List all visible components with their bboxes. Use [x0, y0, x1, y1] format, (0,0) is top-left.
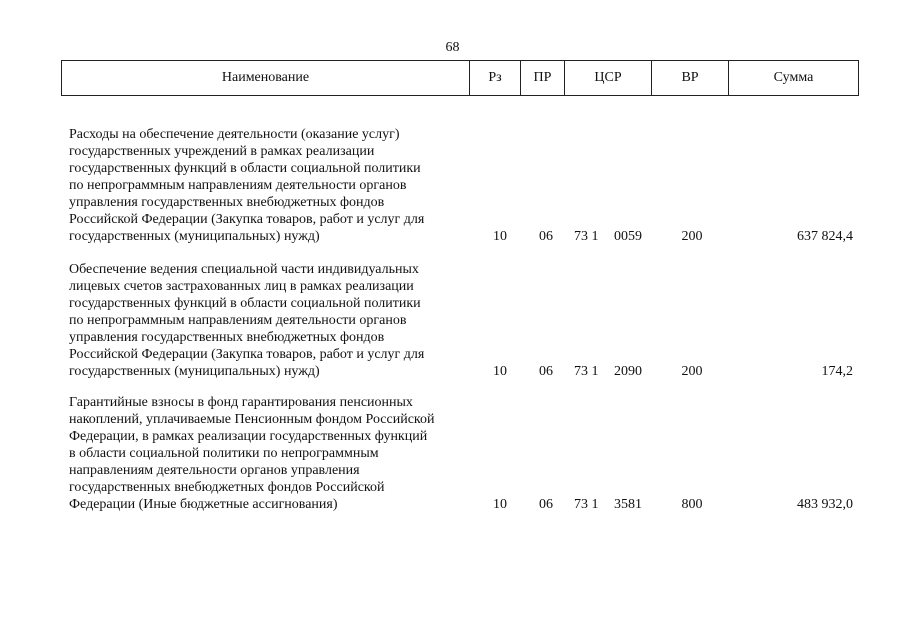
- row-csr-code: 2090: [614, 364, 642, 379]
- row-name-line: государственных функций в области социальной политики: [69, 161, 421, 176]
- row-name: [69, 394, 469, 513]
- row-name-line: Расходы на обеспечение деятельности (оказание услуг): [69, 127, 400, 142]
- row-name-line: по непрограммным направлениям деятельности органов: [69, 178, 407, 193]
- row-sum: 637 824,4: [797, 229, 853, 244]
- row-name: [69, 261, 469, 380]
- row-vr: 800: [681, 497, 703, 512]
- row-name-line: управления государственных внебюджетных фондов: [69, 330, 385, 345]
- row-csr-program: 73 1: [574, 497, 599, 512]
- row-name: [69, 126, 469, 245]
- row-csr-program: 73 1: [574, 229, 599, 244]
- row-name-line: государственных (муниципальных) нужд): [69, 364, 320, 379]
- row-vr: 200: [681, 364, 703, 379]
- header-sum: Сумма: [729, 61, 859, 96]
- row-rz: 10: [493, 229, 507, 244]
- row-csr-program: 73 1: [574, 364, 599, 379]
- row-name-line: Обеспечение ведения специальной части индивидуальных: [69, 262, 419, 277]
- row-sum: 483 932,0: [797, 497, 853, 512]
- row-name-line: Российской Федерации (Закупка товаров, работ и услуг для: [69, 347, 425, 362]
- row-name-line: Российской Федерации (Закупка товаров, работ и услуг для: [69, 212, 425, 227]
- header-vr: ВР: [652, 61, 729, 96]
- header-rz: Рз: [470, 61, 521, 96]
- row-name-line: накоплений, уплачиваемые Пенсионным фондом Российской: [69, 412, 435, 427]
- row-pr: 06: [539, 497, 553, 512]
- row-rz: 10: [493, 364, 507, 379]
- row-name-line: Федерации (Иные бюджетные ассигнования): [69, 497, 338, 512]
- header-row: [62, 61, 859, 96]
- row-name-line: управления государственных внебюджетных фондов: [69, 195, 385, 210]
- table-header: [61, 60, 859, 96]
- header-pr: ПР: [521, 61, 565, 96]
- row-csr-code: 0059: [614, 229, 642, 244]
- row-csr-code: 3581: [614, 497, 642, 512]
- row-name-line: Федерации, в рамках реализации государственных функций: [69, 429, 428, 444]
- header-name: Наименование: [62, 61, 470, 96]
- row-vr: 200: [681, 229, 703, 244]
- row-pr: 06: [539, 364, 553, 379]
- row-name-line: государственных внебюджетных фондов Российской: [69, 480, 385, 495]
- row-name-line: лицевых счетов застрахованных лиц в рамках реализации: [69, 279, 414, 294]
- row-pr: 06: [539, 229, 553, 244]
- row-name-line: государственных (муниципальных) нужд): [69, 229, 320, 244]
- row-sum: 174,2: [821, 364, 853, 379]
- row-name-line: направлениям деятельности органов управления: [69, 463, 360, 478]
- row-rz: 10: [493, 497, 507, 512]
- row-name-line: государственных функций в области социальной политики: [69, 296, 421, 311]
- row-name-line: государственных учреждений в рамках реализации: [69, 144, 375, 159]
- row-name-line: по непрограммным направлениям деятельности органов: [69, 313, 407, 328]
- page-number: 68: [445, 40, 460, 55]
- row-name-line: Гарантийные взносы в фонд гарантирования пенсионных: [69, 395, 413, 410]
- row-name-line: в области социальной политики по непрограммным: [69, 446, 379, 461]
- header-csr: ЦСР: [565, 61, 652, 96]
